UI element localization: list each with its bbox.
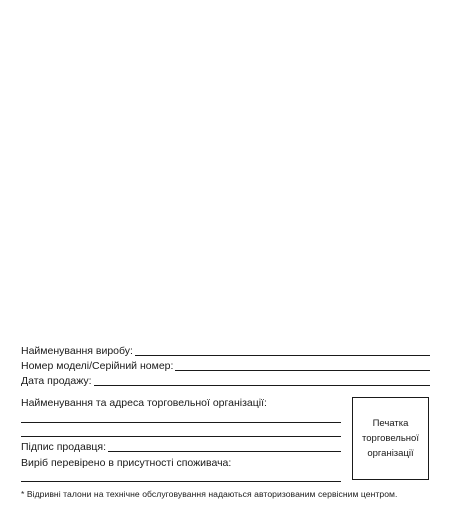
model-serial-row	[21, 360, 430, 372]
seller-signature-row	[21, 441, 341, 453]
sale-date-label: Дата продажу:	[21, 375, 92, 387]
product-name-label: Найменування виробу:	[21, 345, 133, 357]
model-serial-line	[175, 360, 430, 371]
stamp-text-line-3: організації	[367, 448, 414, 459]
trade-org-line-1	[21, 422, 341, 423]
seller-signature-line	[108, 441, 341, 452]
consumer-signature-line	[21, 481, 341, 482]
trade-org-line-2	[21, 436, 341, 437]
checked-by-consumer-label: Виріб перевірено в присутності споживача:	[21, 457, 232, 469]
stamp-text-line-1: Печатка	[372, 418, 409, 429]
footnote: * Відривні талони на технічне обслуговування надаються авторизованим сервісним центром.	[21, 489, 398, 499]
trade-org-label: Найменування та адреса торговельної організації:	[21, 397, 267, 409]
sale-date-row	[21, 375, 430, 387]
model-serial-label: Номер моделі/Серійний номер:	[21, 360, 174, 372]
seller-signature-label: Підпис продавця:	[21, 441, 107, 453]
product-name-row	[21, 345, 430, 357]
stamp-box	[352, 397, 429, 480]
product-name-line	[135, 345, 430, 356]
sale-date-line	[94, 375, 430, 386]
stamp-text-line-2: торговельної	[362, 433, 419, 444]
